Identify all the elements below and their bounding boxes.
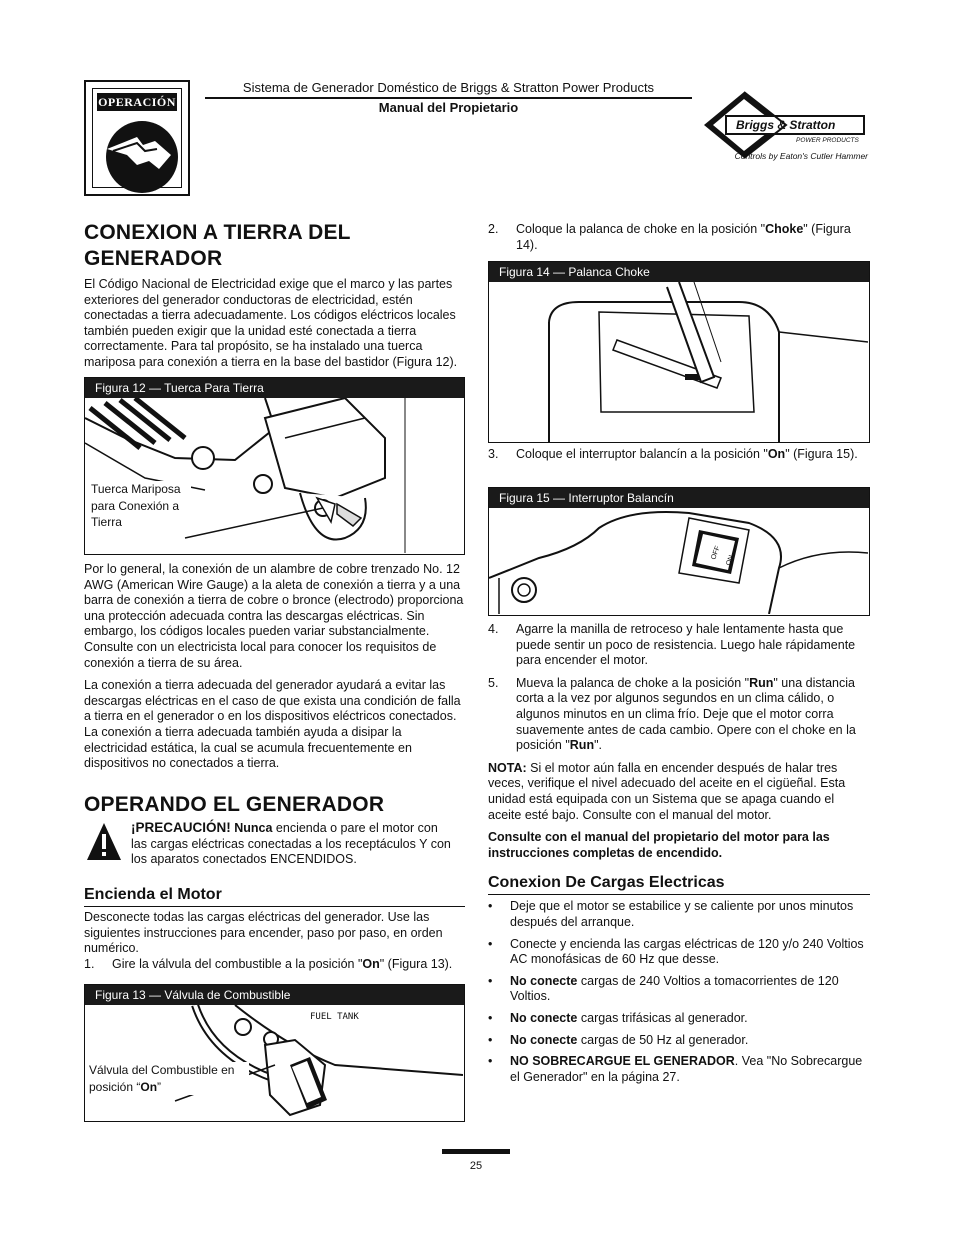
figure-13-caption: Figura 13 — Válvula de Combustible (85, 985, 464, 1005)
bullet-item (488, 937, 870, 968)
loads-bullet-list (488, 899, 870, 1085)
step-5-bold-b: Run (569, 738, 595, 753)
header-rule (205, 97, 692, 99)
step-1 (84, 957, 465, 973)
figure-13-label-bold: On (140, 1079, 158, 1094)
grounding-paragraph: El Código Nacional de Electricidad exige que el marco y las partes exteriores del generador conductoras de electricidad, estén conectadas a tierra adecuadamente. Los códigos eléctricos locales también pueden exigir que la unidad esté conectada a tierra correctamente. Para tal propósito, se ha instalado una tuerca mariposa para conexión a tierra en la base del bastidor (Figura 12). (84, 277, 458, 369)
bullet-text (510, 1011, 748, 1027)
logo-text: Briggs & Stratton (736, 118, 836, 132)
figure-14-caption: Figura 14 — Palanca Choke (489, 262, 869, 282)
logo-tagline: Controls by Eaton's Cutler Hammer (734, 151, 868, 161)
note-heading: NOTA: (488, 760, 527, 775)
subhead-rule (84, 906, 465, 908)
fuel-tank-label: FUEL TANK (310, 1012, 359, 1022)
badge-label: OPERACIÓN (98, 95, 176, 109)
bullet-bold: NO SOBRECARGUE EL GENERADOR (510, 1054, 735, 1069)
figure-14 (488, 261, 870, 443)
bullet-body: cargas trifásicas al generador. (577, 1010, 748, 1025)
step-2-bold: Choke (765, 222, 804, 236)
start-engine-section (84, 887, 465, 972)
header-subtitle: Manual del Propietario (378, 100, 519, 115)
left-column-top (84, 220, 464, 371)
subhead-loads: Conexion De Cargas Electricas (488, 874, 725, 892)
step-1-text-b: " (Figura 13). (379, 956, 453, 971)
step-2-number: 2. (488, 222, 499, 236)
bullet-text (510, 899, 870, 930)
step-3-text-b: " (Figura 15). (785, 447, 858, 461)
note-text: Si el motor aún falla en encender después de halar tres veces, verifique el nivel adecuado del aceite en el cigüeñal. Esta unidad está equipada con un Sistema que se apaga cuando el aceite esté bajo. Consulte con el manual del motor. (488, 760, 846, 822)
bullet-text (510, 1033, 748, 1049)
step-3-bold: On (767, 447, 786, 461)
bullet-item (488, 974, 870, 1005)
section-title-operating: OPERANDO EL GENERADOR (84, 792, 385, 816)
step-3-number: 3. (488, 447, 499, 461)
warning-triangle-icon (86, 822, 122, 862)
bullet-item (488, 1011, 870, 1027)
step-2-text-a: Coloque la palanca de choke en la posición " (516, 222, 766, 236)
step-4-number: 4. (488, 622, 499, 636)
step-4-text: Agarre la manilla de retroceso y hale lentamente hasta que puede sentir un poco de resistencia. Luego hale rápidamente para encender el motor. (516, 622, 856, 668)
choke-lever-illustration (489, 282, 868, 442)
bullet-body: . Vea "No Sobrecargue el Generador" en la página 27. (510, 1054, 863, 1084)
bullet-bold: No conecte (510, 1010, 578, 1025)
rocker-switch-illustration (489, 508, 868, 614)
figure-13 (84, 984, 465, 1122)
bullet-body: Conecte y encienda las cargas eléctricas de 120 y/o 240 Voltios AC monofásicas de 60 Hz que desse. (510, 936, 864, 967)
start-paragraph: Desconecte todas las cargas eléctricas del generador. Use las siguientes instrucciones para encender, paso por paso, en orden numérico. (84, 910, 443, 956)
bullet-dot: • (488, 1054, 493, 1069)
bullet-bold: No conecte (510, 973, 578, 988)
awg-paragraph: Por lo general, la conexión de un alambre de cobre trenzado No. 12 AWG (American Wire Gauge) a la aleta de conexión a tierra y a una barra de conexión a tierra de cobre o bronce (electrodo) proporciona una protección adecuada contra las descargas eléctricas. Sin embargo, los códigos locales pueden variar substancialmente. Consulte con un electricista local para conocer los requisitos de conexión a tierra de su área. (84, 562, 464, 670)
caution-heading: ¡PRECAUCIÓN! (131, 820, 231, 835)
step-5-text-c: ". (594, 738, 603, 753)
figure-12-caption: Figura 12 — Tuerca Para Tierra (85, 378, 464, 398)
figure-13-label-a: Válvula del Combustible en posición “ (89, 1063, 235, 1094)
figure-12 (84, 377, 465, 555)
header-title: Sistema de Generador Doméstico de Briggs & Stratton Power Products (242, 80, 655, 95)
bullet-item (488, 899, 870, 930)
step-3 (488, 447, 870, 463)
bullet-dot: • (488, 899, 493, 914)
subhead-start-engine: Encienda el Motor (84, 886, 222, 903)
figure-13-label-b: ” (157, 1079, 162, 1094)
briggs-stratton-logo (704, 90, 868, 160)
static-paragraph: La conexión a tierra adecuada del generador ayudará a evitar las descargas eléctricas en el caso de que exista una condición de falla a tierra en el generador o en los dispositivos eléctricos conectados. La conexión a tierra adecuada también ayuda a disipar la electricidad estática, la cual se acumula frecuentemente en dispositivos no conectados a tierra. (84, 678, 461, 771)
switch-on-label: ON (725, 554, 736, 567)
step-2 (488, 222, 870, 253)
step-3-text-a: Coloque el interruptor balancín a la posición " (516, 447, 768, 461)
step-1-text-a: Gire la válvula del combustible a la posición " (112, 956, 363, 971)
step-5-number: 5. (488, 675, 499, 690)
bullet-dot: • (488, 973, 493, 988)
caution-never: Nunca (234, 821, 273, 835)
bullet-bold: No conecte (510, 1032, 578, 1047)
step-2-text-b: " (Figura 14). (516, 222, 851, 252)
switch-off-label: OFF (710, 545, 722, 561)
bullet-body: cargas de 50 Hz al generador. (577, 1032, 749, 1047)
step-4 (488, 622, 870, 669)
step-5-text-a: Mueva la palanca de choke a la posición " (516, 675, 750, 690)
logo-subtext: POWER PRODUCTS (796, 137, 859, 144)
figure-15 (488, 487, 870, 616)
hand-lever-icon (97, 115, 187, 193)
step-1-bold: On (362, 956, 380, 971)
steps-4-5 (488, 622, 870, 1091)
left-column-middle (84, 562, 464, 818)
subhead-rule-2 (488, 894, 870, 896)
figure-15-caption: Figura 15 — Interruptor Balancín (489, 488, 869, 508)
operacion-badge (84, 80, 190, 196)
page-number-bar (442, 1149, 510, 1154)
figure-13-label (89, 1062, 249, 1095)
bullet-text (510, 937, 870, 968)
bullet-item (488, 1054, 870, 1085)
figure-12-label: Tuerca Mariposa para Conexión a Tierra (91, 481, 191, 531)
badge-frame (92, 88, 182, 188)
caution-text: encienda o pare el motor con las cargas eléctricas conectadas a los receptáculos Y con los aparatos conectados ENCENDIDOS. (131, 821, 451, 867)
caution-block (131, 820, 451, 868)
bullet-dot: • (488, 1010, 493, 1025)
step-1-number: 1. (84, 956, 95, 971)
bullet-dot: • (488, 936, 493, 951)
bullet-dot: • (488, 1032, 493, 1047)
note-paragraph (488, 761, 870, 823)
step-5-bold-a: Run (749, 675, 774, 690)
step-5-text-b: " una distancia corta a la vez por algunos segundos en un clima cálido, o algunos minutos en un clima frío. Deje que el motor corra suavemente antes de cada cambio. Opere con el choke en la posición " (516, 675, 856, 753)
consult-paragraph: Consulte con el manual del propietario del motor para las instrucciones completas de encendido. (488, 830, 830, 860)
bullet-item (488, 1033, 870, 1049)
page-number: 25 (469, 1160, 483, 1172)
step-5 (488, 676, 870, 754)
bullet-body: cargas de 240 Voltios a tomacorrientes de 120 Voltios. (510, 973, 839, 1004)
bullet-body: Deje que el motor se estabilice y se caliente por unos minutos después del arranque. (510, 899, 854, 929)
bullet-text (510, 974, 870, 1005)
section-title-grounding: CONEXION A TIERRA DEL GENERADOR (84, 221, 351, 270)
bullet-text (510, 1054, 870, 1085)
